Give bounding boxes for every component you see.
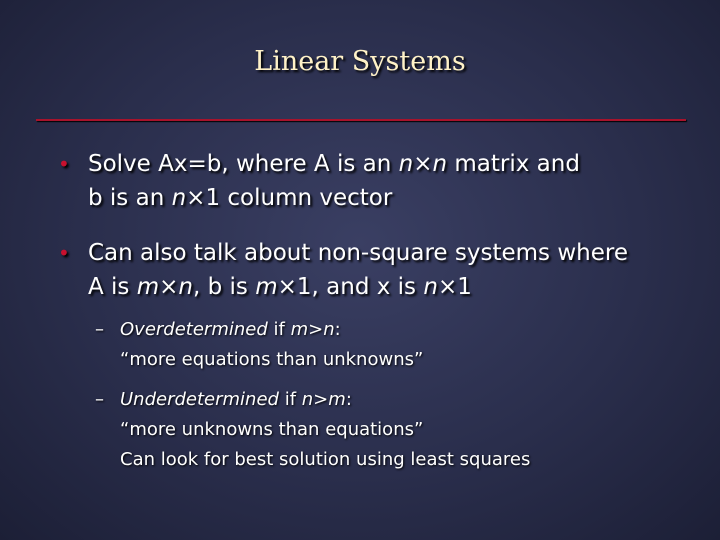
bullet-line: Can also talk about non-square systems where — [88, 240, 628, 266]
math-op: × — [277, 274, 297, 300]
text-span: matrix and — [447, 151, 580, 177]
bullet-line — [88, 147, 580, 181]
math-op: > — [313, 389, 329, 410]
bullet-dot: • — [58, 152, 70, 176]
math-op: × — [413, 151, 433, 177]
math-op: > — [308, 319, 324, 340]
bullet-nonsquare — [58, 236, 628, 304]
text-span: 1 — [457, 274, 472, 300]
math-var: n — [178, 274, 193, 300]
text-span: Solve Ax=b, where A is an — [88, 151, 399, 177]
text-span: : — [334, 319, 341, 340]
term-overdetermined: Overdetermined — [120, 319, 268, 340]
sub-quote: “more unknowns than equations” — [120, 419, 424, 440]
sub-line — [120, 315, 423, 345]
text-span: if — [267, 319, 291, 340]
bullet-line — [88, 181, 580, 215]
dash-glyph: – — [95, 319, 104, 340]
math-var: n — [301, 389, 314, 410]
math-var: m — [290, 319, 309, 340]
title-rule — [36, 119, 686, 121]
text-span: : — [345, 389, 352, 410]
text-span: , b is — [193, 274, 256, 300]
math-var: n — [398, 151, 414, 177]
text-span: if — [278, 389, 302, 410]
sub-bullet-underdetermined — [95, 385, 531, 475]
dash-glyph: – — [95, 389, 104, 410]
bullet-solve — [58, 147, 580, 215]
sub-line — [120, 385, 530, 415]
text-span: b is an — [88, 185, 172, 211]
math-op: × — [186, 185, 206, 211]
sub-note: Can look for best solution using least squares — [120, 449, 531, 470]
math-var: m — [136, 274, 160, 300]
term-underdetermined: Underdetermined — [120, 389, 279, 410]
math-var: m — [328, 389, 346, 410]
math-var: n — [323, 319, 335, 340]
sub-bullet-overdetermined — [95, 315, 424, 375]
math-var: n — [432, 151, 448, 177]
math-var: m — [255, 274, 278, 300]
math-op: × — [437, 274, 458, 300]
text-span: A is — [88, 274, 137, 300]
math-op: × — [159, 274, 179, 300]
sub-quote: “more equations than unknowns” — [120, 349, 424, 370]
math-var: n — [171, 185, 187, 211]
math-var: n — [423, 274, 438, 300]
text-span: 1 column vector — [205, 185, 393, 211]
bullet-line — [88, 270, 628, 304]
text-span: 1, and x is — [296, 274, 424, 300]
slide-title: Linear Systems — [254, 46, 466, 77]
bullet-dot: • — [58, 241, 70, 265]
